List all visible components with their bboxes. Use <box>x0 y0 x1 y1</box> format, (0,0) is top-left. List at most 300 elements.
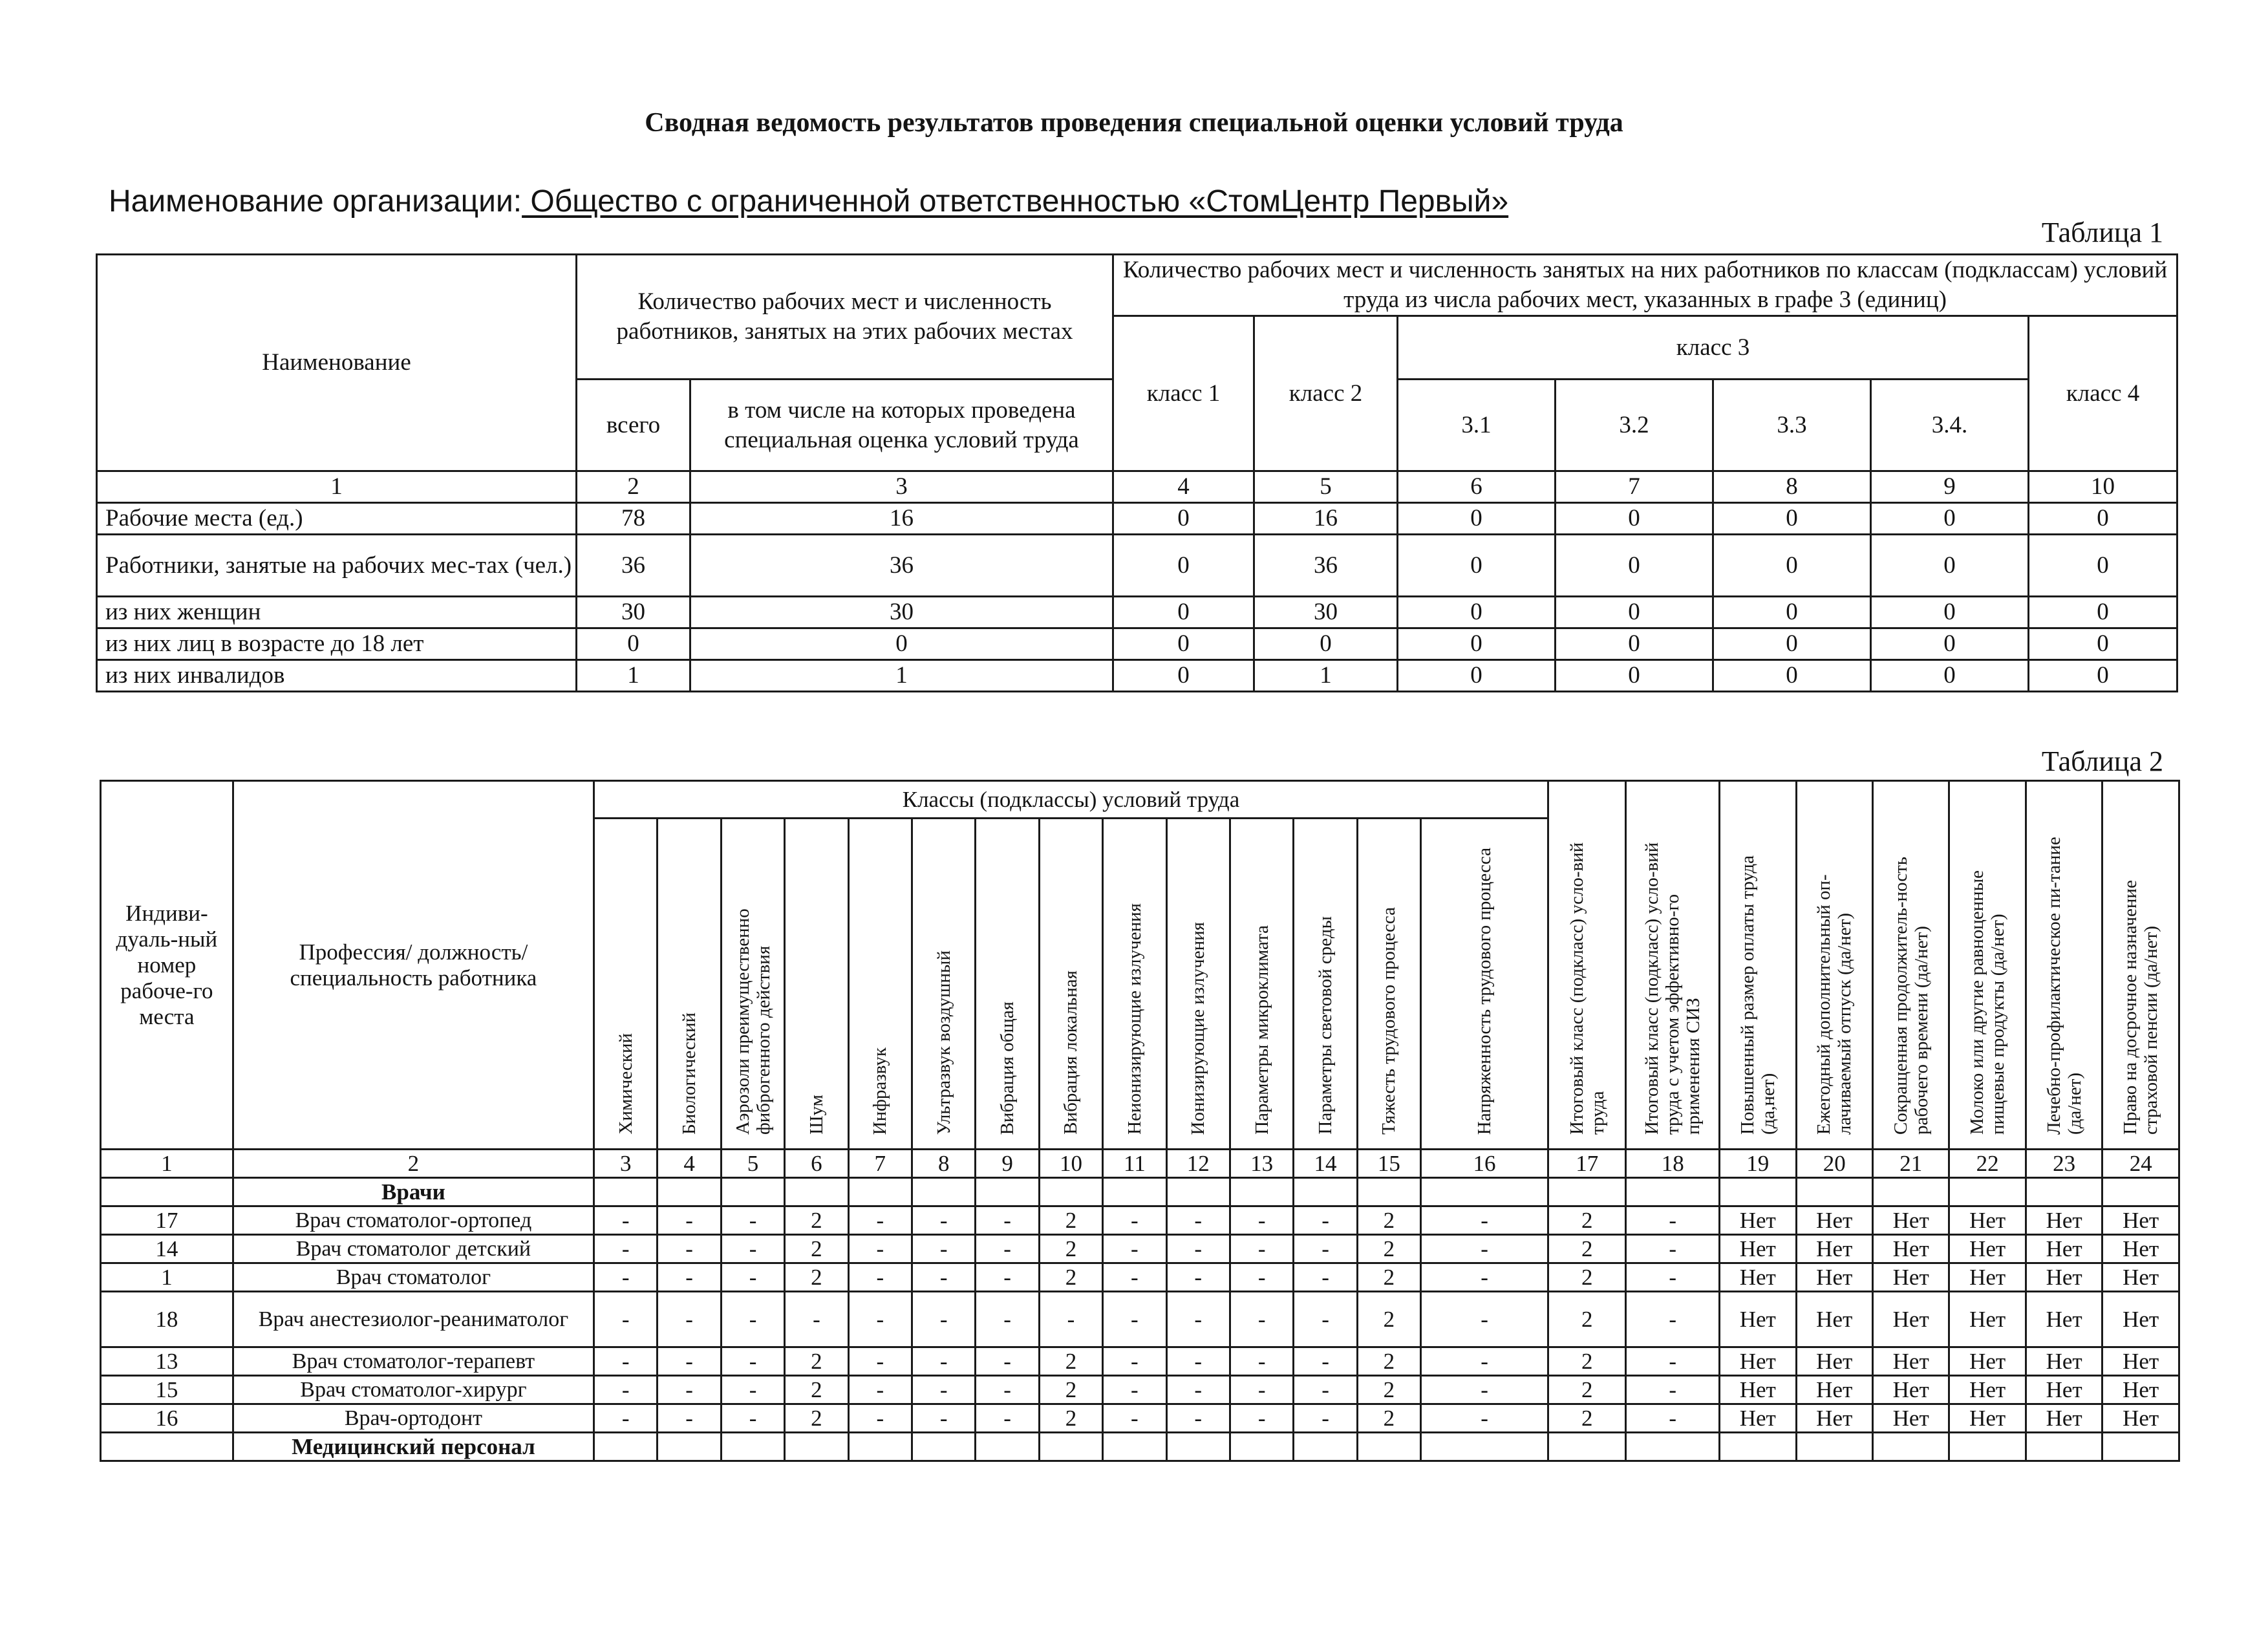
table2-cell: Нет <box>1872 1235 1949 1263</box>
table1-cell: 16 <box>690 503 1113 535</box>
table2-cell: - <box>1294 1206 1357 1235</box>
table2-col-number: 23 <box>2026 1150 2102 1178</box>
table2-cell: 2 <box>785 1235 848 1263</box>
section-title-doctors: Врачи <box>233 1178 594 1206</box>
empty-cell <box>848 1178 912 1206</box>
table2-cell: - <box>1626 1206 1720 1235</box>
table2-cell: - <box>1166 1235 1230 1263</box>
table1-head-sub: 3.2 <box>1556 380 1713 471</box>
table2-cell: - <box>658 1404 721 1433</box>
table2-head-factor-text: Аэрозоли преимущественно фиброгенного действия <box>732 908 774 1135</box>
table1-col-number: 7 <box>1556 471 1713 503</box>
table1-head-total: всего <box>577 380 690 471</box>
table2-col-number: 17 <box>1548 1150 1625 1178</box>
table2-head-factor <box>1357 819 1420 1150</box>
empty-cell <box>721 1433 784 1461</box>
table2-cell: Нет <box>1720 1376 1796 1404</box>
table1-head-sub: 3.3 <box>1713 380 1871 471</box>
table2-cell: - <box>594 1292 658 1347</box>
table1-cell: 0 <box>2029 628 2177 660</box>
table2-cell: - <box>848 1206 912 1235</box>
table2-cell: Нет <box>1796 1376 1872 1404</box>
table2-cell: - <box>1230 1235 1293 1263</box>
empty-cell <box>1796 1433 1872 1461</box>
table1-cell: 0 <box>1113 628 1254 660</box>
table1-cell: 0 <box>1398 597 1556 628</box>
table2-cell: Нет <box>1720 1292 1796 1347</box>
table2-head-factor-text: Инфразвук <box>870 1047 891 1135</box>
table1-head-count-group: Количество рабочих мест и численность работников, занятых на этих рабочих местах <box>577 255 1113 380</box>
table2-cell: - <box>976 1235 1039 1263</box>
table2-cell: Нет <box>2102 1292 2179 1347</box>
table2-col-number: 9 <box>976 1150 1039 1178</box>
table2-cell: Нет <box>1720 1206 1796 1235</box>
table2-cell: Нет <box>1720 1263 1796 1292</box>
empty-cell <box>1626 1433 1720 1461</box>
table2-cell: - <box>1103 1263 1166 1292</box>
empty-cell <box>1166 1178 1230 1206</box>
empty-cell <box>1039 1178 1102 1206</box>
table1-cell: 0 <box>1871 535 2029 597</box>
table2-cell: Нет <box>1796 1206 1872 1235</box>
table1-cell: 0 <box>2029 660 2177 692</box>
empty-cell <box>101 1178 233 1206</box>
table1-cell: 30 <box>690 597 1113 628</box>
table1-cell: 0 <box>1556 660 1713 692</box>
table2-col-number: 24 <box>2102 1150 2179 1178</box>
table2-head-factor <box>1103 819 1166 1150</box>
table2-cell: 2 <box>1039 1347 1102 1376</box>
table2-cell: - <box>912 1263 976 1292</box>
table2-cell: 2 <box>1039 1404 1102 1433</box>
table1-body <box>97 503 2177 692</box>
table2-cell: - <box>848 1235 912 1263</box>
table2-cell: 2 <box>785 1263 848 1292</box>
workplace-profession: Врач стоматолог <box>233 1263 594 1292</box>
table2-head-factor <box>976 819 1039 1150</box>
table2-cell: - <box>658 1206 721 1235</box>
table2-cell: - <box>1294 1376 1357 1404</box>
table2-cell: - <box>1294 1235 1357 1263</box>
empty-cell <box>1949 1178 2026 1206</box>
table2-cell: Нет <box>1949 1235 2026 1263</box>
table1-head-assessed: в том числе на которых проведена специальная оценка условий труда <box>690 380 1113 471</box>
section-title-medical-staff: Медицинский персонал <box>233 1433 594 1461</box>
organization-line <box>109 181 2177 222</box>
table1-col-number: 9 <box>1871 471 2029 503</box>
table1-cell: 0 <box>1556 597 1713 628</box>
table1-row-label: Рабочие места (ед.) <box>97 503 577 535</box>
table2-head-factor-text: Шум <box>806 1095 827 1135</box>
table2-cell: - <box>658 1292 721 1347</box>
table1-cell: 0 <box>1398 503 1556 535</box>
table2-cell: 2 <box>1357 1347 1420 1376</box>
table1-head-sub: 3.4. <box>1871 380 2029 471</box>
table1-cell: 0 <box>1398 660 1556 692</box>
workplace-id: 13 <box>101 1347 233 1376</box>
table2-cell: Нет <box>2026 1347 2102 1376</box>
table2-row <box>101 1206 2179 1235</box>
empty-cell <box>1720 1433 1796 1461</box>
table1-row-label: из них инвалидов <box>97 660 577 692</box>
empty-cell <box>1872 1433 1949 1461</box>
table2-cell: - <box>848 1404 912 1433</box>
table2-cell: - <box>1421 1292 1548 1347</box>
empty-cell <box>1230 1178 1293 1206</box>
table2-cell: 2 <box>1357 1376 1420 1404</box>
table1-cell: 0 <box>1254 628 1398 660</box>
table2-cell: Нет <box>1796 1347 1872 1376</box>
table2-head-factor <box>1166 819 1230 1150</box>
table2-cell: - <box>1103 1347 1166 1376</box>
table2-cell: Нет <box>1796 1235 1872 1263</box>
table2-cell: Нет <box>1872 1404 1949 1433</box>
table2-cell: Нет <box>2026 1292 2102 1347</box>
table2-cell: 2 <box>785 1404 848 1433</box>
table2-cell: 2 <box>1357 1263 1420 1292</box>
empty-cell <box>101 1433 233 1461</box>
table2-cell: Нет <box>1872 1376 1949 1404</box>
table2-cell: Нет <box>1872 1292 1949 1347</box>
workplace-profession: Врач стоматолог-ортопед <box>233 1206 594 1235</box>
table2-cell: - <box>848 1292 912 1347</box>
table2-col-number: 10 <box>1039 1150 1102 1178</box>
empty-cell <box>1294 1178 1357 1206</box>
table2-head-extra <box>1796 781 1872 1150</box>
table1-cell: 36 <box>1254 535 1398 597</box>
table2-head-factor <box>1230 819 1293 1150</box>
table1-cell: 1 <box>690 660 1113 692</box>
table2-cell: 2 <box>1548 1404 1625 1433</box>
table1-row <box>97 597 2177 628</box>
table2-row <box>101 1404 2179 1433</box>
table2-cell: 2 <box>1357 1404 1420 1433</box>
table2-cell: - <box>976 1347 1039 1376</box>
empty-cell <box>1720 1178 1796 1206</box>
table2-cell: 2 <box>1548 1292 1625 1347</box>
organization-name: Общество с ограниченной ответственностью «СтомЦентр Первый» <box>522 184 1509 219</box>
table2-cell: - <box>1230 1347 1293 1376</box>
workplace-id: 15 <box>101 1376 233 1404</box>
table2-cell: - <box>1421 1235 1548 1263</box>
table1-cell: 0 <box>1398 628 1556 660</box>
table2-cell: - <box>594 1263 658 1292</box>
table1-cell: 0 <box>2029 597 2177 628</box>
table2-cell: 2 <box>1357 1292 1420 1347</box>
empty-cell <box>785 1178 848 1206</box>
table2-section-row <box>101 1433 2179 1461</box>
table1-head-class4: класс 4 <box>2029 316 2177 471</box>
table1-head-class1: класс 1 <box>1113 316 1254 471</box>
table1-cell: 0 <box>1871 503 2029 535</box>
table1-cell: 0 <box>1556 535 1713 597</box>
table2-row <box>101 1263 2179 1292</box>
table1-col-number: 5 <box>1254 471 1398 503</box>
table2-head-factor-text: Напряженность трудового процесса <box>1474 847 1495 1135</box>
table2-cell: Нет <box>2026 1404 2102 1433</box>
table2-cell: - <box>1103 1404 1166 1433</box>
table1-cell: 0 <box>1871 660 2029 692</box>
table2-cell: - <box>658 1235 721 1263</box>
table1-row <box>97 503 2177 535</box>
table1-cell: 0 <box>1113 597 1254 628</box>
table2-cell: - <box>721 1347 784 1376</box>
table2-col-number: 16 <box>1421 1150 1548 1178</box>
table2-cell: - <box>721 1404 784 1433</box>
summary-table <box>96 253 2178 692</box>
table2-cell: 2 <box>1039 1235 1102 1263</box>
table2-cell: 2 <box>1039 1376 1102 1404</box>
workplaces-table <box>100 780 2180 1462</box>
table2-head-factor <box>658 819 721 1150</box>
workplace-profession: Врач-ортодонт <box>233 1404 594 1433</box>
table2-cell: - <box>1103 1292 1166 1347</box>
empty-cell <box>1548 1433 1625 1461</box>
empty-cell <box>2102 1433 2179 1461</box>
table1-col-number: 6 <box>1398 471 1556 503</box>
workplace-id: 1 <box>101 1263 233 1292</box>
table2-head-extra-text: Сокращенная продолжитель-ность рабочего времени (да/нет) <box>1890 856 1932 1135</box>
table1-row-label: из них женщин <box>97 597 577 628</box>
workplace-profession: Врач стоматолог детский <box>233 1235 594 1263</box>
table2-cell: - <box>658 1347 721 1376</box>
table2-cell: - <box>1294 1292 1357 1347</box>
table1-column-numbers <box>97 471 2177 503</box>
table1-row-label: Работники, занятые на рабочих мес-тах (чел.) <box>97 535 577 597</box>
table1-col-number: 1 <box>97 471 577 503</box>
table2-col-number: 11 <box>1103 1150 1166 1178</box>
table2-cell: - <box>594 1235 658 1263</box>
table2-cell: 2 <box>1548 1263 1625 1292</box>
table1-head-class2: класс 2 <box>1254 316 1398 471</box>
empty-cell <box>1166 1433 1230 1461</box>
table2-cell: Нет <box>2102 1263 2179 1292</box>
table1-cell: 0 <box>1556 503 1713 535</box>
table1-cell: 0 <box>1713 628 1871 660</box>
table1-cell: 0 <box>1713 535 1871 597</box>
table2-col-number: 15 <box>1357 1150 1420 1178</box>
table2-col-number: 13 <box>1230 1150 1293 1178</box>
empty-cell <box>1626 1178 1720 1206</box>
table2-head-extra <box>1720 781 1796 1150</box>
table1-cell: 1 <box>577 660 690 692</box>
table2-cell: - <box>1166 1376 1230 1404</box>
table2-cell: - <box>1626 1347 1720 1376</box>
table2-col-number: 19 <box>1720 1150 1796 1178</box>
table2-cell: 2 <box>1039 1206 1102 1235</box>
table2-head-classes: Классы (подклассы) условий труда <box>594 781 1548 819</box>
table2-cell: - <box>594 1376 658 1404</box>
workplace-id: 18 <box>101 1292 233 1347</box>
table1-cell: 0 <box>577 628 690 660</box>
table2-head-extra-text: Повышенный размер оплаты труда (да,нет) <box>1737 855 1779 1135</box>
table2-head-extra <box>1548 781 1625 1150</box>
table1-col-number: 4 <box>1113 471 1254 503</box>
table2-cell: - <box>976 1404 1039 1433</box>
table2-cell: Нет <box>1796 1263 1872 1292</box>
table2-cell: - <box>1421 1376 1548 1404</box>
empty-cell <box>1421 1433 1548 1461</box>
table2-head-factor-text: Неионизирующие излучения <box>1124 903 1145 1135</box>
table2-cell: Нет <box>1949 1376 2026 1404</box>
table2-head-factor <box>785 819 848 1150</box>
table2-cell: - <box>976 1206 1039 1235</box>
table2-head-factor-text: Ионизирующие излучения <box>1188 921 1209 1135</box>
table2-col-number: 22 <box>1949 1150 2026 1178</box>
table1-row <box>97 660 2177 692</box>
empty-cell <box>2102 1178 2179 1206</box>
table2-head-extra-text: Лечебно-профилактическое пи-тание (да/нет) <box>2043 837 2085 1135</box>
table1-cell: 0 <box>1113 535 1254 597</box>
table2-cell: 2 <box>1548 1376 1625 1404</box>
table2-cell: 2 <box>1548 1235 1625 1263</box>
table2-cell: - <box>1166 1292 1230 1347</box>
table2-cell: - <box>1230 1404 1293 1433</box>
table2-cell: Нет <box>1949 1292 2026 1347</box>
table2-head-factor <box>721 819 784 1150</box>
table1-cell: 16 <box>1254 503 1398 535</box>
table2-cell: - <box>1166 1404 1230 1433</box>
table2-cell: - <box>1103 1235 1166 1263</box>
table2-cell: Нет <box>2102 1347 2179 1376</box>
empty-cell <box>912 1178 976 1206</box>
empty-cell <box>1872 1178 1949 1206</box>
table2-head-extra-text: Итоговый класс (подкласс) усло-вий труда с учетом эффективно-го применения СИЗ <box>1642 842 1704 1135</box>
table2-head-extra-text: Молоко или другие равноценные пищевые продукты (да/нет) <box>1967 870 2009 1135</box>
table2-head-factor-text: Вибрация локальная <box>1060 970 1082 1135</box>
table2-cell: - <box>1230 1206 1293 1235</box>
table2-cell: - <box>1421 1404 1548 1433</box>
empty-cell <box>785 1433 848 1461</box>
table2-cell: Нет <box>1949 1404 2026 1433</box>
empty-cell <box>658 1433 721 1461</box>
empty-cell <box>1548 1178 1625 1206</box>
table2-head-extra-text: Ежегодный дополнительный оп-лачиваемый отпуск (да/нет) <box>1813 874 1856 1135</box>
table2-cell: - <box>976 1292 1039 1347</box>
empty-cell <box>1294 1433 1357 1461</box>
table2-cell: Нет <box>2026 1263 2102 1292</box>
table2-cell: - <box>1166 1206 1230 1235</box>
table2-row <box>101 1376 2179 1404</box>
table2-cell: Нет <box>2026 1376 2102 1404</box>
table2-cell: - <box>1230 1263 1293 1292</box>
table2-caption: Таблица 2 <box>2041 745 2163 777</box>
table1-cell: 78 <box>577 503 690 535</box>
empty-cell <box>976 1433 1039 1461</box>
workplace-profession: Врач стоматолог-терапевт <box>233 1347 594 1376</box>
empty-cell <box>912 1433 976 1461</box>
table1-cell: 0 <box>1871 628 2029 660</box>
table2-cell: - <box>785 1292 848 1347</box>
table2-cell: Нет <box>2026 1235 2102 1263</box>
table2-col-number: 20 <box>1796 1150 1872 1178</box>
table1-col-number: 3 <box>690 471 1113 503</box>
table2-head-factor-text: Ультразвук воздушный <box>933 950 954 1135</box>
table2-cell: - <box>912 1347 976 1376</box>
table1-head-class-group: Количество рабочих мест и численность занятых на них работников по классам (подклассам) условий труда из числа рабочих мест, указанных в графе 3 (единиц) <box>1113 255 2177 316</box>
table1-cell: 0 <box>2029 535 2177 597</box>
table1-cell: 0 <box>1713 660 1871 692</box>
organization-label: Наименование организации: <box>109 184 522 219</box>
empty-cell <box>1357 1433 1420 1461</box>
table2-cell: - <box>1166 1263 1230 1292</box>
table2-cell: - <box>1626 1404 1720 1433</box>
table2-col-number: 4 <box>658 1150 721 1178</box>
table2-col-number: 7 <box>848 1150 912 1178</box>
table2-row <box>101 1235 2179 1263</box>
table2-head-factor <box>1039 819 1102 1150</box>
table2-cell: - <box>658 1376 721 1404</box>
table2-cell: - <box>912 1404 976 1433</box>
workplace-id: 16 <box>101 1404 233 1433</box>
table1-cell: 1 <box>1254 660 1398 692</box>
table1-head-sub: 3.1 <box>1398 380 1556 471</box>
table1-row <box>97 535 2177 597</box>
table2-cell: - <box>976 1263 1039 1292</box>
table2-cell: Нет <box>2102 1404 2179 1433</box>
empty-cell <box>2026 1178 2102 1206</box>
table2-cell: 2 <box>785 1347 848 1376</box>
table2-col-number: 21 <box>1872 1150 1949 1178</box>
table2-col-number: 12 <box>1166 1150 1230 1178</box>
table1-col-number: 10 <box>2029 471 2177 503</box>
table2-cell: - <box>1294 1404 1357 1433</box>
table2-head-extra-text: Итоговый класс (подкласс) усло-вий труда <box>1566 842 1608 1135</box>
table2-head-extra <box>1872 781 1949 1150</box>
table2-cell: Нет <box>1872 1347 1949 1376</box>
table2-cell: - <box>848 1263 912 1292</box>
table2-cell: - <box>721 1376 784 1404</box>
table2-col-number: 3 <box>594 1150 658 1178</box>
table1-head-name: Наименование <box>97 255 577 471</box>
table2-cell: - <box>1039 1292 1102 1347</box>
table2-cell: Нет <box>1949 1347 2026 1376</box>
table2-cell: 2 <box>1039 1263 1102 1292</box>
table2-cell: - <box>721 1206 784 1235</box>
table2-head-factor-text: Биологический <box>679 1012 700 1135</box>
table2-cell: - <box>1230 1292 1293 1347</box>
table2-cell: 2 <box>1357 1206 1420 1235</box>
table2-cell: - <box>1626 1292 1720 1347</box>
table1-cell: 0 <box>690 628 1113 660</box>
table2-col-number: 2 <box>233 1150 594 1178</box>
table2-cell: Нет <box>1720 1404 1796 1433</box>
table2-head-factor <box>912 819 976 1150</box>
table2-head-extra <box>1626 781 1720 1150</box>
table2-cell: - <box>721 1235 784 1263</box>
table2-col-number: 14 <box>1294 1150 1357 1178</box>
empty-cell <box>721 1178 784 1206</box>
workplace-profession: Врач стоматолог-хирург <box>233 1376 594 1404</box>
table2-cell: Нет <box>1949 1263 2026 1292</box>
table2-col-number: 6 <box>785 1150 848 1178</box>
table2-head-extra <box>1949 781 2026 1150</box>
table2-cell: - <box>912 1235 976 1263</box>
table2-cell: - <box>1166 1347 1230 1376</box>
empty-cell <box>1230 1433 1293 1461</box>
table2-cell: Нет <box>2102 1235 2179 1263</box>
table2-cell: - <box>1103 1376 1166 1404</box>
table2-cell: - <box>848 1347 912 1376</box>
table1-row <box>97 628 2177 660</box>
empty-cell <box>594 1178 658 1206</box>
table1-row-label: из них лиц в возрасте до 18 лет <box>97 628 577 660</box>
table2-cell: - <box>594 1206 658 1235</box>
table2-cell: Нет <box>1720 1347 1796 1376</box>
empty-cell <box>1421 1178 1548 1206</box>
table2-head-extra-text: Право на досрочное назначение страховой пенсии (да/нет) <box>2120 880 2162 1135</box>
table2-col-number: 18 <box>1626 1150 1720 1178</box>
